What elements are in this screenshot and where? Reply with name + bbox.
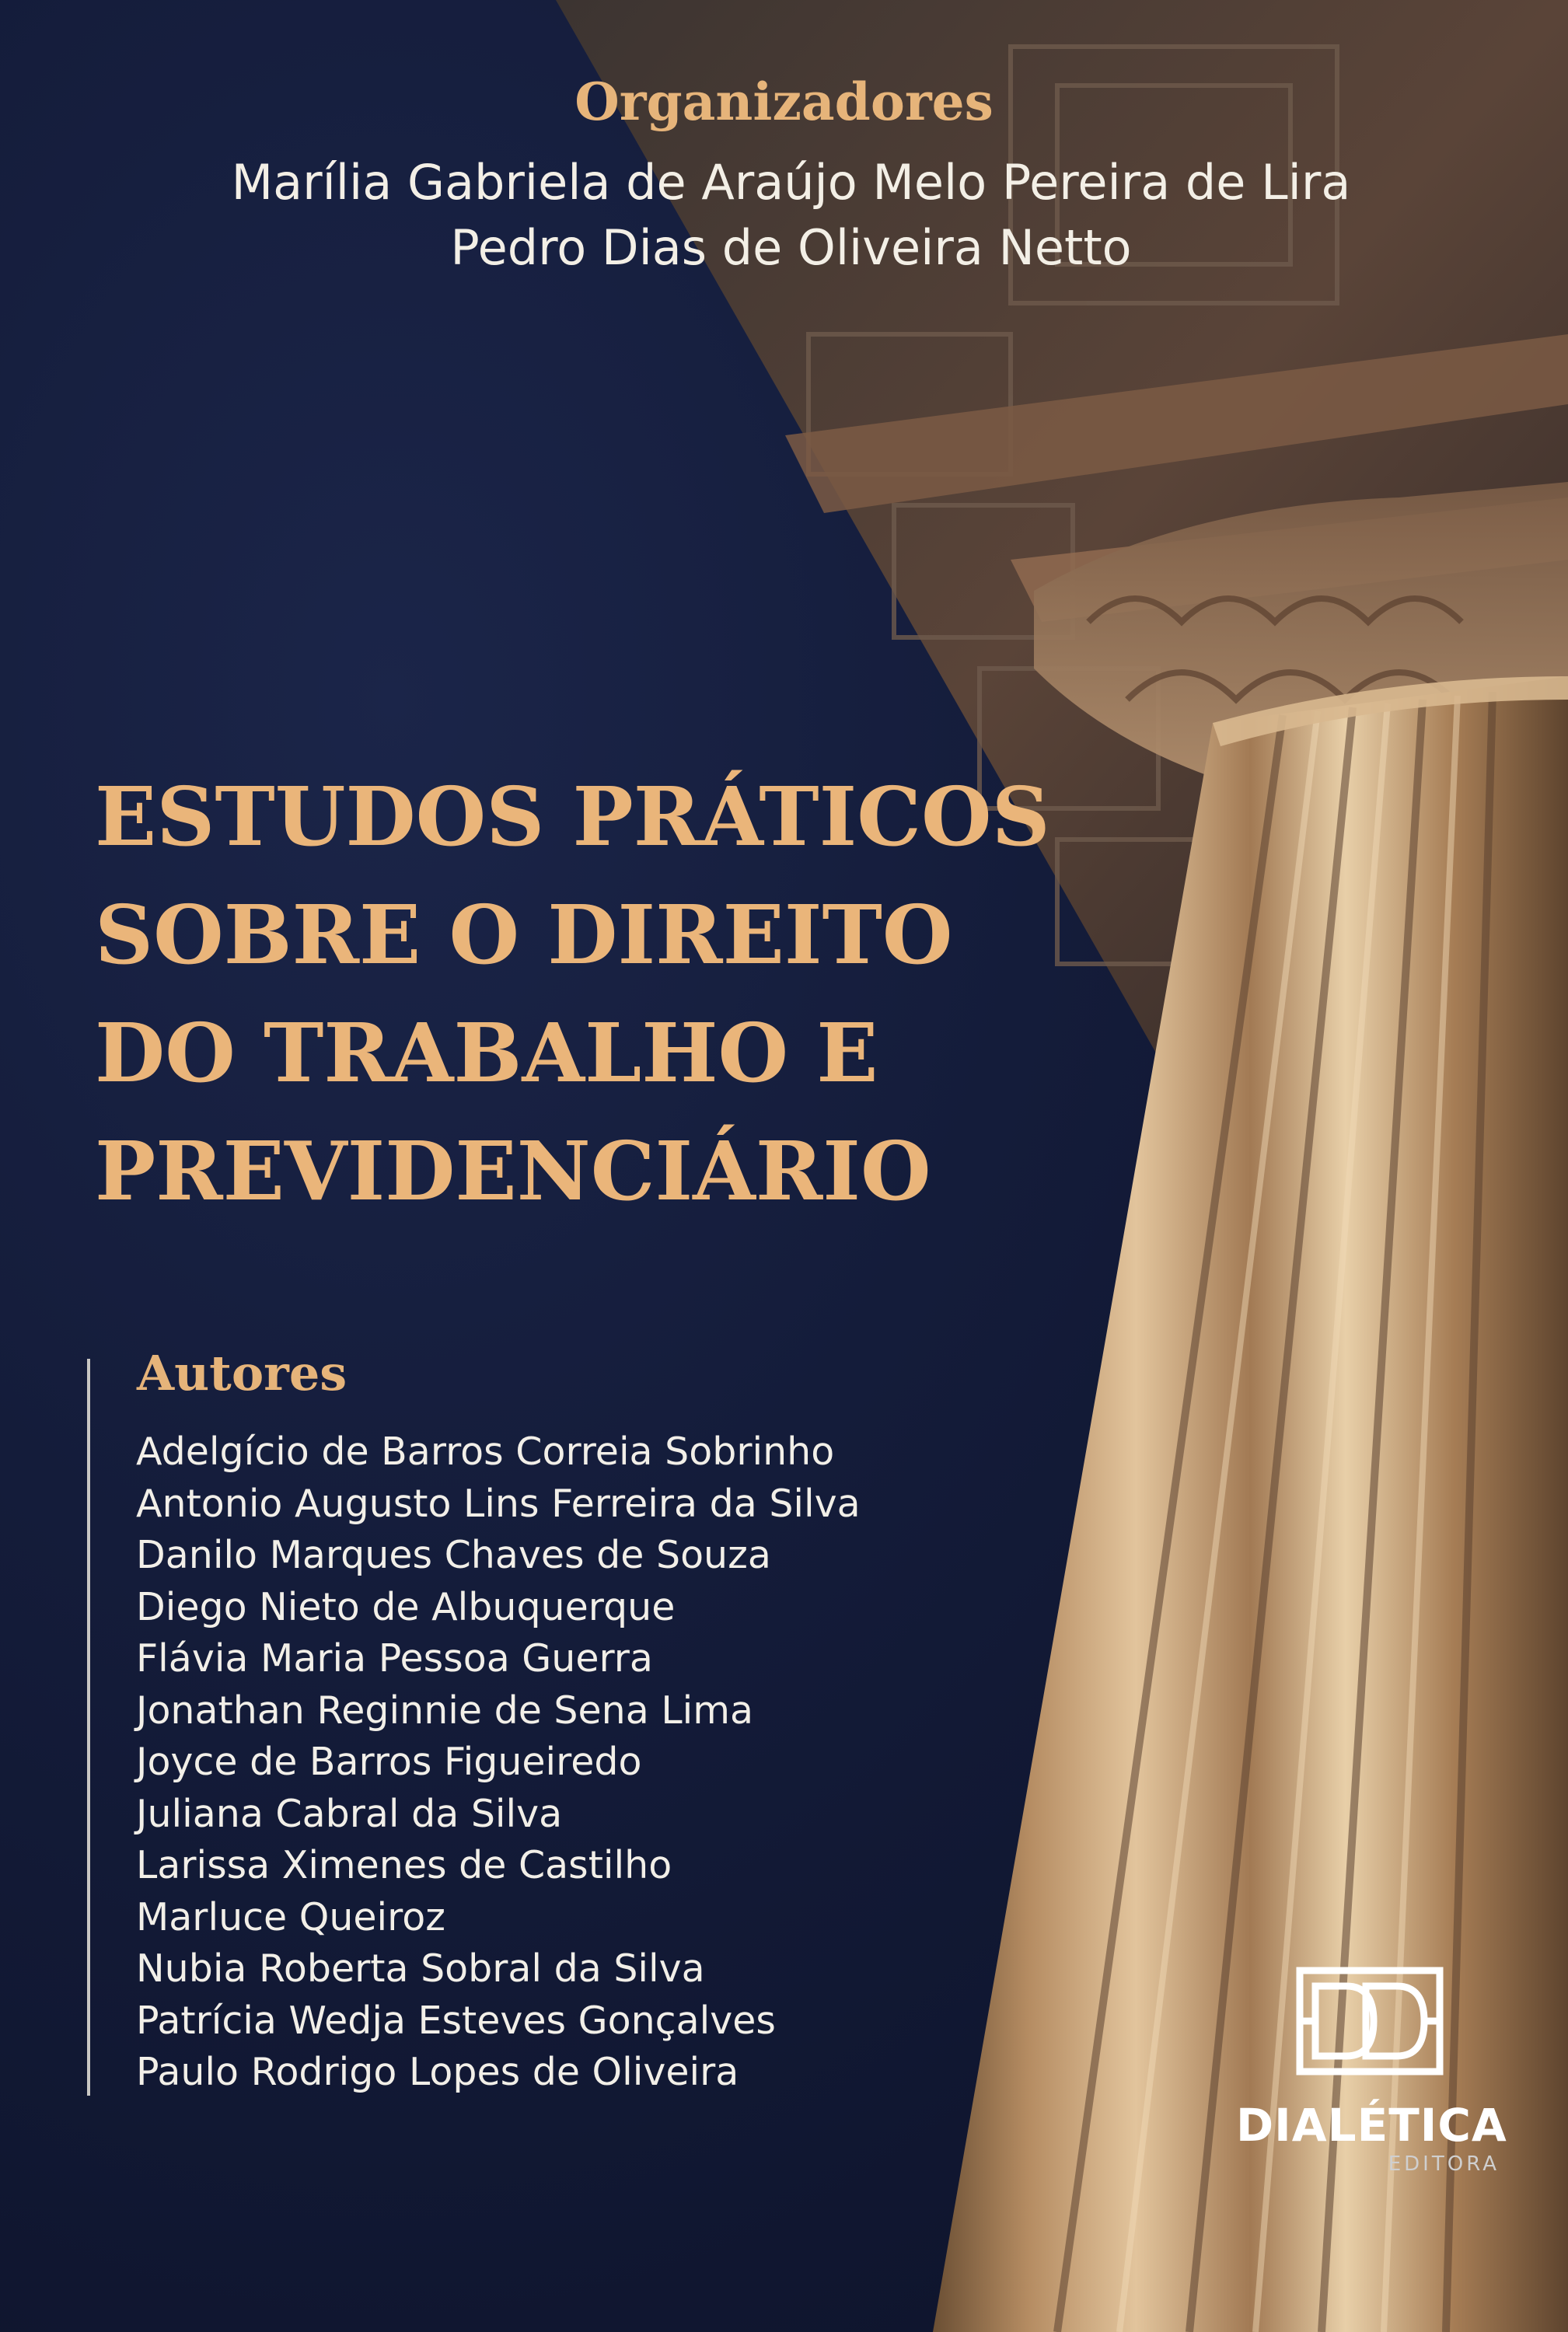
book-title-line: ESTUDOS PRÁTICOS [95, 769, 1050, 864]
organizers-heading: Organizadores [574, 72, 994, 132]
author-name: Joyce de Barros Figueiredo [136, 1740, 642, 1784]
publisher-logo [1236, 1963, 1507, 2196]
authors-heading: Autores [137, 1345, 347, 1402]
author-name: Patrícia Wedja Esteves Gonçalves [136, 1998, 776, 2043]
author-name: Nubia Roberta Sobral da Silva [136, 1946, 705, 1991]
authors-list [136, 1426, 861, 2099]
author-name: Paulo Rodrigo Lopes de Oliveira [136, 2050, 739, 2094]
publisher-subtitle: EDITORA [1388, 2152, 1500, 2176]
author-name: Jonathan Reginnie de Sena Lima [136, 1688, 754, 1733]
book-title-line: DO TRABALHO E [95, 1005, 878, 1101]
author-name: Juliana Cabral da Silva [136, 1791, 563, 1836]
author-name: Danilo Marques Chaves de Souza [136, 1533, 771, 1577]
publisher-name: DIALÉTICA [1236, 2099, 1507, 2152]
author-name: Diego Nieto de Albuquerque [136, 1584, 676, 1629]
author-name: Antonio Augusto Lins Ferreira da Silva [136, 1481, 861, 1526]
organizer-name: Pedro Dias de Oliveira Netto [450, 219, 1132, 276]
authors-divider [87, 1359, 90, 2096]
author-name: Flávia Maria Pessoa Guerra [136, 1636, 653, 1681]
author-name: Marluce Queiroz [136, 1894, 445, 1939]
author-name: Adelgício de Barros Correia Sobrinho [136, 1430, 835, 1474]
book-title [95, 758, 1050, 1231]
book-title-line: SOBRE O DIREITO [95, 887, 953, 983]
author-name: Larissa Ximenes de Castilho [136, 1843, 672, 1887]
organizer-name: Marília Gabriela de Araújo Melo Pereira de Lira [231, 154, 1351, 211]
book-title-line: PREVIDENCIÁRIO [95, 1123, 931, 1219]
dialetica-dd-logo-icon [1292, 1963, 1448, 2079]
